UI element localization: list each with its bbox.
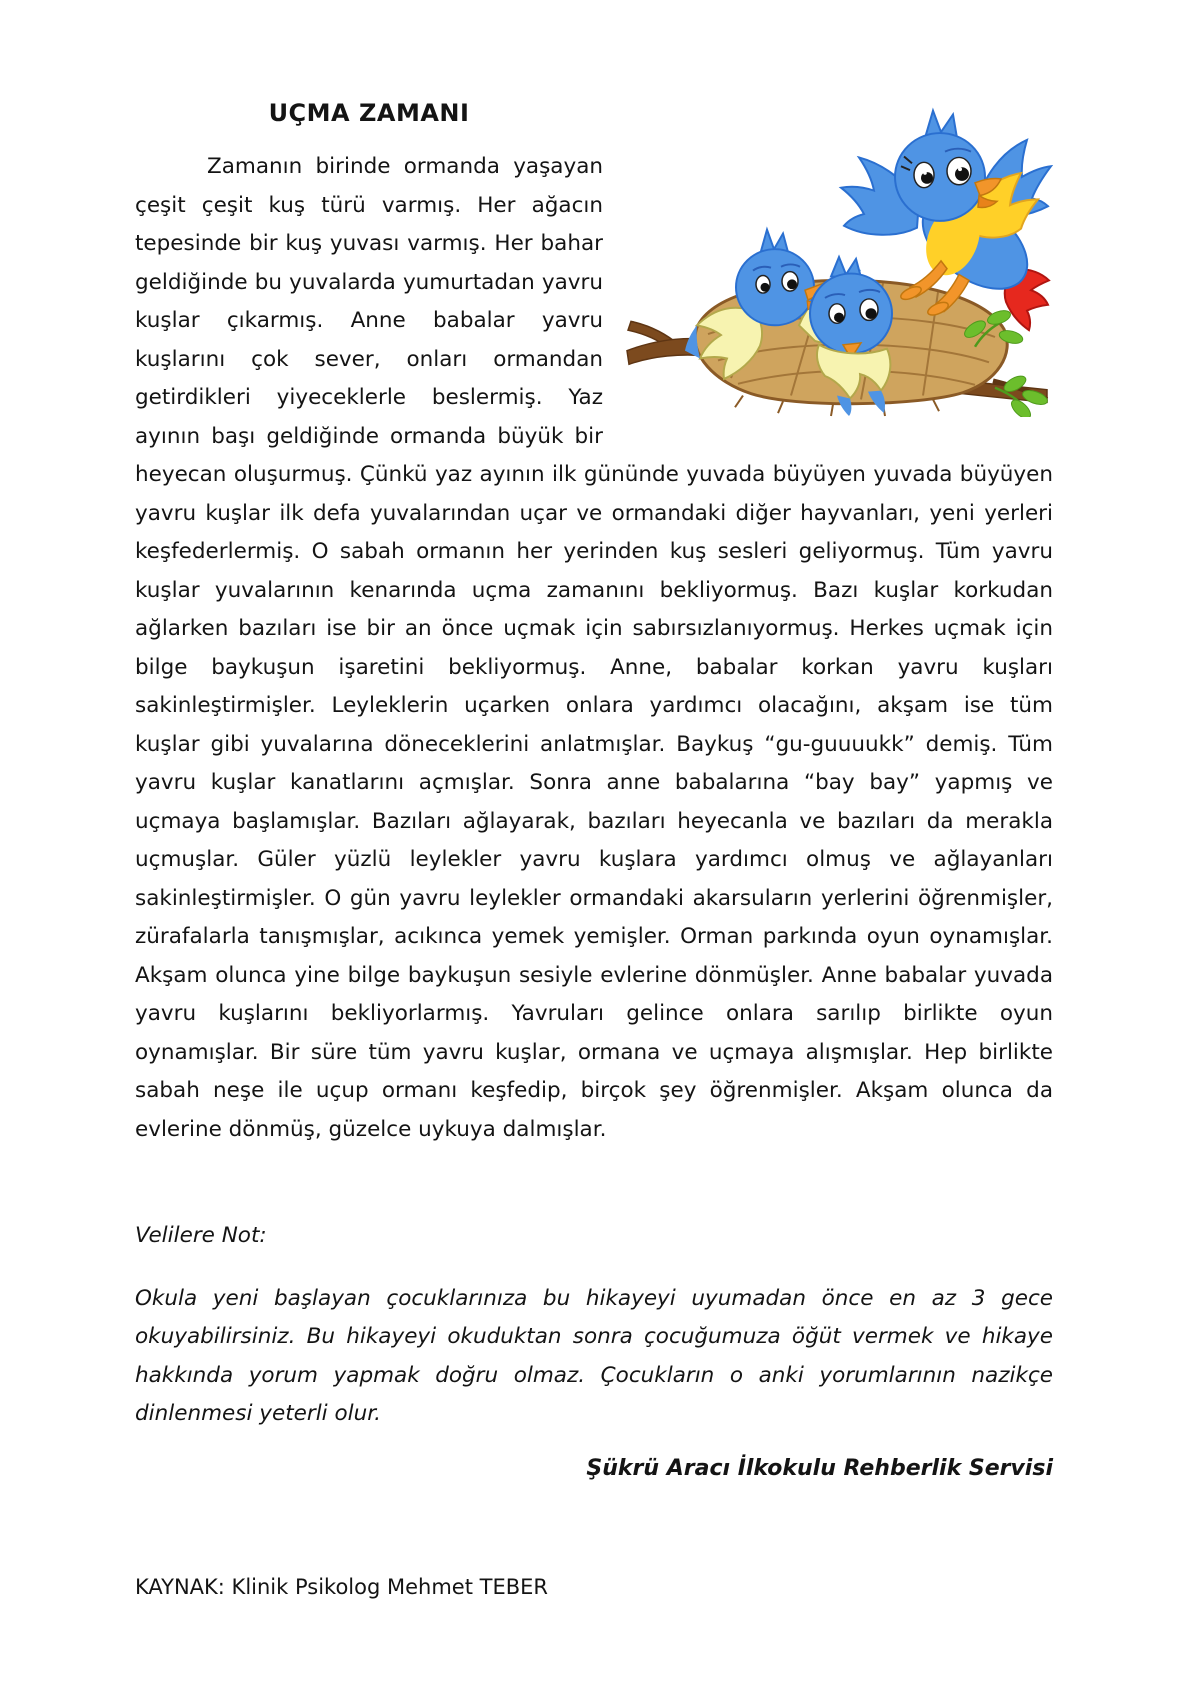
bluebird-family-nest-icon [623, 95, 1053, 417]
source-line: KAYNAK: Klinik Psikolog Mehmet TEBER [135, 1574, 548, 1599]
parents-note-paragraph: Okula yeni başlayan çocuklarınıza bu hikayeyi uyumadan önce en az 3 gece okuyabilirsiniz. Bu hikayeyi okuduktan sonra çocuğumuza öğüt vermek ve hikaye hakkında yorum yapmak doğru olmaz. Çocukların o anki yorumlarının nazikçe dinlenmesi yeterli olur. [135, 1285, 1053, 1426]
bluebird-family-nest-illustration [623, 95, 1053, 417]
parents-note-heading: Velilere Not: [135, 1223, 267, 1248]
signature-line: Şükrü Aracı İlkokulu Rehberlik Servisi [586, 1455, 1053, 1481]
page-title: UÇMA ZAMANI [268, 99, 470, 127]
story-paragraph: Zamanın birinde ormanda yaşayan çeşit çeşit kuş türü varmış. Her ağacın tepesinde bir kuş yuvası varmış. Her bahar geldiğinde bu yuvalarda yumurtadan yavru kuşlar çıkarmış. Anne babalar yavru kuşlarını çok sever, onları ormandan getirdikleri yiyeceklerle beslermiş. Yaz ayının başı geldiğinde ormanda büyük bir heyecan oluşurmuş. Çünkü yaz ayının ilk gününde yuvada büyüyen yuvada büyüyen yavru kuşlar ilk defa yuvalarından uçar ve ormandaki diğer hayvanları, yeni yerleri keşfederlermiş. O sabah ormanın her yerinden kuş sesleri geliyormuş. Tüm yavru kuşlar yuvalarının kenarında uçma zamanını bekliyormuş. Bazı kuşlar korkudan ağlarken bazıları ise bir an önce uçmak için sabırsızlanıyormuş. Herkes uçmak için bilge baykuşun işaretini bekliyormuş. Anne, babalar korkan yavru kuşları sakinleştirmişler. Leyleklerin uçarken onlara yardımcı olacağını, akşam ise tüm kuşlar gibi yuvalarına döneceklerini anlatmışlar. Baykuş “gu-guuuukk” demiş. Tüm yavru kuşlar kanatlarını açmışlar. Sonra anne babalarına “bay bay” yapmış ve uçmaya başlamışlar. Bazıları ağlayarak, bazıları heyecanla ve bazıları da merakla uçmuşlar. Güler yüzlü leylekler yavru kuşlara yardımcı olmuş ve ağlayanları sakinleştirmişler. O gün yavru leylekler ormandaki akarsuların yerlerini öğrenmişler, zürafalarla tanışmışlar, acıkınca yemek yemişler. Orman parkında oyun oynamışlar. Akşam olunca yine bilge baykuşun sesiyle evlerine dönmüşler. Anne babalar yuvada yavru kuşlarını bekliyorlarmış. Yavruları gelince onlara sarılıp birlikte oyun oynamışlar. Bir süre tüm yavru kuşlar, ormana ve uçmaya alışmışlar. Hep birlikte sabah neşe ile uçup ormanı keşfedip, birçok şey öğrenmişler. Akşam olunca da evlerine dönmüş, güzelce uykuya dalmışlar. [135, 154, 1053, 1142]
